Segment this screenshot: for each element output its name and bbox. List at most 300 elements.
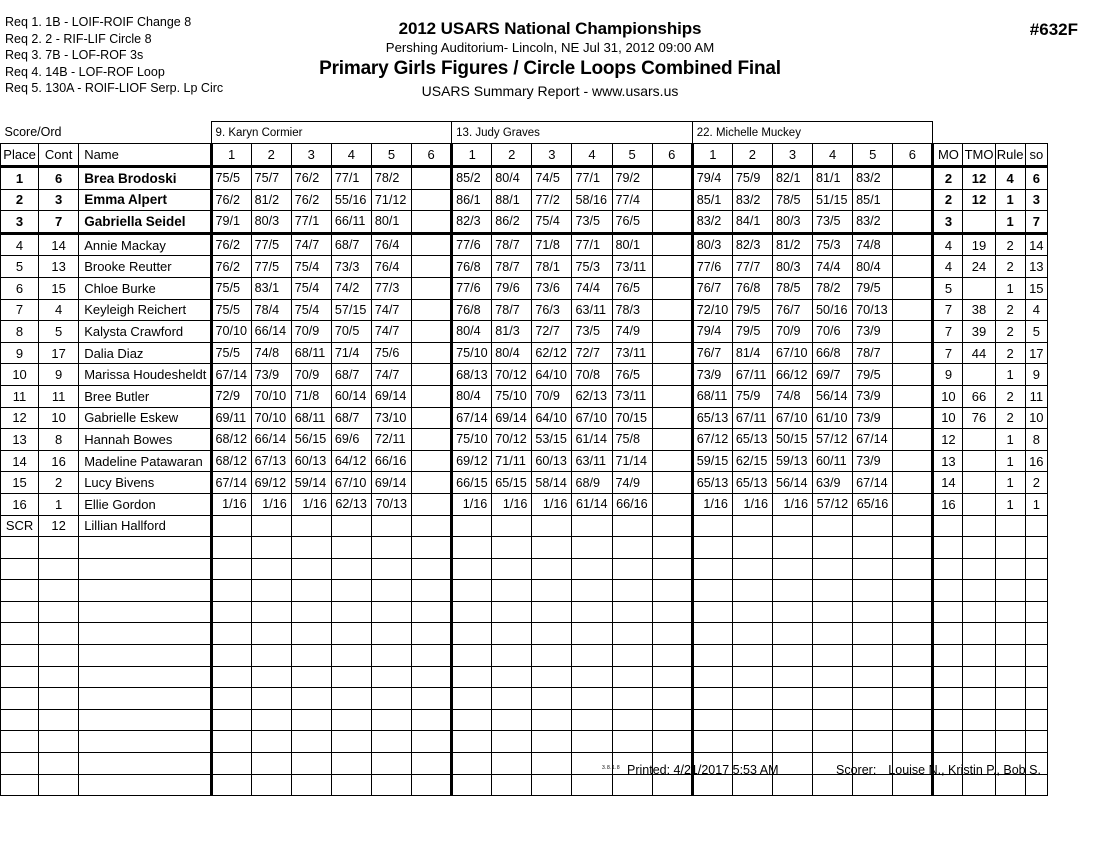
cell-score-j2-fig4: 62/13 bbox=[572, 385, 612, 407]
cell-score-j2-fig4: 58/16 bbox=[572, 189, 612, 211]
cell-score-j3-fig2: 65/13 bbox=[732, 472, 772, 494]
cell-score bbox=[612, 709, 652, 731]
cell-skater-name bbox=[79, 666, 211, 688]
cell-score bbox=[572, 558, 612, 580]
cell-score bbox=[211, 601, 251, 623]
cell-score bbox=[813, 601, 853, 623]
cell-place: 12 bbox=[1, 407, 39, 429]
cell-score-j1-fig5: 70/13 bbox=[371, 493, 411, 515]
cell-score-j1-fig6 bbox=[412, 233, 452, 256]
cell-score-j1-fig1: 75/5 bbox=[211, 277, 251, 299]
column-header-judge1-fig4: 4 bbox=[331, 144, 371, 167]
cell-tmo bbox=[963, 472, 995, 494]
cell-mo bbox=[933, 537, 963, 559]
cell-rule: 1 bbox=[995, 450, 1025, 472]
cell-score bbox=[692, 688, 732, 710]
table-row-empty[interactable] bbox=[1, 731, 1048, 753]
cell-score bbox=[412, 623, 452, 645]
cell-score bbox=[893, 580, 933, 602]
table-row-empty[interactable] bbox=[1, 623, 1048, 645]
cell-score bbox=[452, 580, 492, 602]
table-row[interactable] bbox=[1, 450, 1048, 472]
cell-score bbox=[572, 688, 612, 710]
cell-score-j3-fig2: 67/11 bbox=[732, 364, 772, 386]
cell-score-j2-fig6 bbox=[652, 321, 692, 343]
cell-mo bbox=[933, 666, 963, 688]
cell-score-j1-fig6 bbox=[412, 167, 452, 190]
cell-place: 6 bbox=[1, 277, 39, 299]
column-header-cont: Cont bbox=[39, 144, 79, 167]
table-row[interactable] bbox=[1, 277, 1048, 299]
cell-score bbox=[331, 580, 371, 602]
cell-score bbox=[732, 580, 772, 602]
cell-score-j1-fig4 bbox=[331, 515, 371, 537]
cell-place bbox=[1, 537, 39, 559]
cell-tmo bbox=[963, 364, 995, 386]
table-row[interactable] bbox=[1, 256, 1048, 278]
cell-score bbox=[452, 666, 492, 688]
cell-score-j3-fig3: 66/12 bbox=[772, 364, 812, 386]
cell-contestant-number bbox=[39, 688, 79, 710]
cell-score bbox=[772, 537, 812, 559]
cell-score bbox=[371, 709, 411, 731]
cell-so: 4 bbox=[1025, 299, 1047, 321]
cell-mo: 9 bbox=[933, 364, 963, 386]
cell-score-j3-fig6 bbox=[893, 385, 933, 407]
cell-score bbox=[532, 666, 572, 688]
table-row-empty[interactable] bbox=[1, 709, 1048, 731]
cell-so bbox=[1025, 537, 1047, 559]
cell-score-j3-fig3: 70/9 bbox=[772, 321, 812, 343]
cell-mo: 16 bbox=[933, 493, 963, 515]
cell-score bbox=[813, 688, 853, 710]
cell-score-j3-fig2: 67/11 bbox=[732, 407, 772, 429]
cell-score bbox=[813, 709, 853, 731]
cell-score-j3-fig1: 77/6 bbox=[692, 256, 732, 278]
cell-score bbox=[813, 558, 853, 580]
cell-rule: 2 bbox=[995, 342, 1025, 364]
cell-contestant-number bbox=[39, 666, 79, 688]
cell-score-j3-fig2: 62/15 bbox=[732, 450, 772, 472]
cell-score-j2-fig3: 1/16 bbox=[532, 493, 572, 515]
cell-rule: 2 bbox=[995, 385, 1025, 407]
cell-skater-name: Brooke Reutter bbox=[79, 256, 211, 278]
cell-score bbox=[572, 731, 612, 753]
cell-score bbox=[732, 601, 772, 623]
cell-score-j2-fig2: 78/7 bbox=[492, 256, 532, 278]
cell-score bbox=[211, 645, 251, 667]
cell-score bbox=[492, 623, 532, 645]
cell-score-j1-fig6 bbox=[412, 515, 452, 537]
cell-rule bbox=[995, 558, 1025, 580]
cell-score bbox=[772, 645, 812, 667]
column-header-name: Name bbox=[79, 144, 211, 167]
cell-score-j2-fig2: 81/3 bbox=[492, 321, 532, 343]
cell-score bbox=[331, 731, 371, 753]
cell-score-j1-fig6 bbox=[412, 385, 452, 407]
cell-score bbox=[612, 666, 652, 688]
table-row-empty[interactable] bbox=[1, 537, 1048, 559]
cell-score bbox=[251, 558, 291, 580]
cell-score-j2-fig4 bbox=[572, 515, 612, 537]
cell-score bbox=[772, 688, 812, 710]
cell-score bbox=[211, 580, 251, 602]
cell-score-j2-fig2: 1/16 bbox=[492, 493, 532, 515]
cell-mo: 10 bbox=[933, 407, 963, 429]
cell-score-j3-fig5: 78/7 bbox=[853, 342, 893, 364]
cell-score-j3-fig3: 67/10 bbox=[772, 407, 812, 429]
table-row[interactable] bbox=[1, 385, 1048, 407]
cell-score-j3-fig1: 72/10 bbox=[692, 299, 732, 321]
cell-score-j2-fig1: 77/6 bbox=[452, 233, 492, 256]
cell-score-j1-fig3: 77/1 bbox=[291, 211, 331, 234]
cell-score-j1-fig2: 77/5 bbox=[251, 233, 291, 256]
cell-contestant-number bbox=[39, 709, 79, 731]
cell-score-j2-fig5: 77/4 bbox=[612, 189, 652, 211]
cell-score-j2-fig3: 75/4 bbox=[532, 211, 572, 234]
cell-score bbox=[211, 709, 251, 731]
cell-score-j1-fig4: 64/12 bbox=[331, 450, 371, 472]
cell-score-j2-fig4: 73/5 bbox=[572, 211, 612, 234]
cell-score-j1-fig6 bbox=[412, 321, 452, 343]
cell-mo bbox=[933, 623, 963, 645]
requirement-item: Req 1. 1B - LOIF-ROIF Change 8 bbox=[5, 15, 192, 29]
cell-score bbox=[853, 623, 893, 645]
cell-score-j3-fig2: 81/4 bbox=[732, 342, 772, 364]
cell-score bbox=[452, 731, 492, 753]
cell-score-j2-fig5: 74/9 bbox=[612, 472, 652, 494]
cell-mo: 7 bbox=[933, 342, 963, 364]
cell-score-j1-fig5: 75/6 bbox=[371, 342, 411, 364]
cell-score-j3-fig5: 83/2 bbox=[853, 167, 893, 190]
cell-score-j1-fig2: 77/5 bbox=[251, 256, 291, 278]
cell-score-j2-fig5: 79/2 bbox=[612, 167, 652, 190]
table-row[interactable] bbox=[1, 321, 1048, 343]
cell-score-j2-fig2: 80/4 bbox=[492, 342, 532, 364]
cell-score-j1-fig4: 77/1 bbox=[331, 167, 371, 190]
cell-rule: 1 bbox=[995, 429, 1025, 451]
cell-place: 10 bbox=[1, 364, 39, 386]
cell-score bbox=[291, 558, 331, 580]
cell-so bbox=[1025, 645, 1047, 667]
cell-score bbox=[772, 623, 812, 645]
cell-score-j1-fig6 bbox=[412, 364, 452, 386]
cell-score bbox=[412, 666, 452, 688]
cell-score-j3-fig6 bbox=[893, 515, 933, 537]
cell-skater-name bbox=[79, 537, 211, 559]
cell-score bbox=[813, 580, 853, 602]
cell-contestant-number: 6 bbox=[39, 167, 79, 190]
cell-score-j1-fig1: 79/1 bbox=[211, 211, 251, 234]
cell-score-j2-fig2: 86/2 bbox=[492, 211, 532, 234]
table-row[interactable] bbox=[1, 342, 1048, 364]
cell-score bbox=[532, 688, 572, 710]
cell-score-j1-fig1: 76/2 bbox=[211, 256, 251, 278]
cell-score-j2-fig6 bbox=[652, 256, 692, 278]
cell-score-j3-fig4: 66/8 bbox=[813, 342, 853, 364]
cell-score-j1-fig3: 75/4 bbox=[291, 277, 331, 299]
cell-score-j2-fig1 bbox=[452, 515, 492, 537]
cell-score bbox=[692, 731, 732, 753]
cell-score bbox=[492, 580, 532, 602]
cell-score-j3-fig1: 68/11 bbox=[692, 385, 732, 407]
cell-score-j1-fig2: 83/1 bbox=[251, 277, 291, 299]
cell-score-j1-fig2: 73/9 bbox=[251, 364, 291, 386]
cell-tmo bbox=[963, 645, 995, 667]
table-row-empty[interactable] bbox=[1, 580, 1048, 602]
column-header-judge2-fig4: 4 bbox=[572, 144, 612, 167]
cell-score-j3-fig2: 76/8 bbox=[732, 277, 772, 299]
cell-place bbox=[1, 623, 39, 645]
cell-score bbox=[291, 666, 331, 688]
table-row[interactable] bbox=[1, 407, 1048, 429]
report-header bbox=[0, 0, 1100, 110]
cell-score bbox=[492, 601, 532, 623]
cell-score-j2-fig6 bbox=[652, 429, 692, 451]
cell-score-j2-fig3: 64/10 bbox=[532, 407, 572, 429]
cell-score bbox=[772, 666, 812, 688]
cell-score-j1-fig4: 73/3 bbox=[331, 256, 371, 278]
cell-score bbox=[331, 688, 371, 710]
cell-score bbox=[893, 666, 933, 688]
cell-score-j3-fig4: 60/11 bbox=[813, 450, 853, 472]
cell-rule: 4 bbox=[995, 167, 1025, 190]
cell-place: 3 bbox=[1, 211, 39, 234]
column-header-judge3-fig3: 3 bbox=[772, 144, 812, 167]
cell-score bbox=[692, 580, 732, 602]
table-row[interactable] bbox=[1, 515, 1048, 537]
cell-score bbox=[652, 601, 692, 623]
cell-score-j3-fig6 bbox=[893, 321, 933, 343]
cell-skater-name bbox=[79, 709, 211, 731]
cell-tmo: 39 bbox=[963, 321, 995, 343]
cell-rule: 2 bbox=[995, 256, 1025, 278]
cell-score-j2-fig5: 78/3 bbox=[612, 299, 652, 321]
cell-score-j3-fig3: 76/7 bbox=[772, 299, 812, 321]
cell-contestant-number bbox=[39, 537, 79, 559]
table-row-empty[interactable] bbox=[1, 688, 1048, 710]
cell-place bbox=[1, 731, 39, 753]
cell-rule bbox=[995, 731, 1025, 753]
cell-mo bbox=[933, 601, 963, 623]
table-row[interactable] bbox=[1, 429, 1048, 451]
cell-tmo bbox=[963, 429, 995, 451]
cell-score bbox=[291, 688, 331, 710]
table-row[interactable] bbox=[1, 167, 1048, 190]
cell-score-j1-fig1: 67/14 bbox=[211, 472, 251, 494]
cell-score bbox=[532, 709, 572, 731]
cell-score-j3-fig5: 73/9 bbox=[853, 385, 893, 407]
cell-rule: 1 bbox=[995, 189, 1025, 211]
cell-score-j3-fig4: 74/4 bbox=[813, 256, 853, 278]
cell-score bbox=[251, 666, 291, 688]
cell-score-j3-fig3: 80/3 bbox=[772, 211, 812, 234]
column-header-rule: Rule bbox=[995, 144, 1025, 167]
cell-score-j3-fig1: 76/7 bbox=[692, 342, 732, 364]
championship-title: 2012 USARS National Championships bbox=[398, 19, 702, 38]
cell-score bbox=[692, 537, 732, 559]
cell-score-j2-fig1: 86/1 bbox=[452, 189, 492, 211]
cell-score-j1-fig6 bbox=[412, 211, 452, 234]
cell-place: 16 bbox=[1, 493, 39, 515]
cell-score bbox=[412, 731, 452, 753]
cell-score-j3-fig3: 81/2 bbox=[772, 233, 812, 256]
cell-score bbox=[251, 623, 291, 645]
cell-place: 15 bbox=[1, 472, 39, 494]
cell-score-j3-fig5: 79/5 bbox=[853, 277, 893, 299]
cell-score-j3-fig5: 67/14 bbox=[853, 472, 893, 494]
column-header-judge2-fig6: 6 bbox=[652, 144, 692, 167]
cell-contestant-number bbox=[39, 558, 79, 580]
cell-score bbox=[291, 731, 331, 753]
cell-so: 1 bbox=[1025, 493, 1047, 515]
table-row[interactable] bbox=[1, 493, 1048, 515]
table-row[interactable] bbox=[1, 472, 1048, 494]
cell-place bbox=[1, 688, 39, 710]
cell-score-j2-fig2: 65/15 bbox=[492, 472, 532, 494]
cell-score-j3-fig2: 84/1 bbox=[732, 211, 772, 234]
cell-score-j1-fig2: 67/13 bbox=[251, 450, 291, 472]
cell-score bbox=[732, 731, 772, 753]
cell-score bbox=[331, 709, 371, 731]
cell-contestant-number: 5 bbox=[39, 321, 79, 343]
cell-tmo bbox=[963, 623, 995, 645]
cell-score-j1-fig5: 80/1 bbox=[371, 211, 411, 234]
cell-score-j3-fig6 bbox=[893, 407, 933, 429]
table-row[interactable] bbox=[1, 299, 1048, 321]
cell-score-j3-fig5: 73/9 bbox=[853, 450, 893, 472]
cell-score-j2-fig3: 53/15 bbox=[532, 429, 572, 451]
cell-score-j3-fig5: 73/9 bbox=[853, 321, 893, 343]
cell-score bbox=[853, 645, 893, 667]
cell-score-j1-fig4: 66/11 bbox=[331, 211, 371, 234]
cell-score-j2-fig3 bbox=[532, 515, 572, 537]
cell-score bbox=[452, 537, 492, 559]
cell-mo: 2 bbox=[933, 167, 963, 190]
cell-score-j1-fig5: 76/4 bbox=[371, 256, 411, 278]
cell-score bbox=[492, 558, 532, 580]
cell-score bbox=[732, 558, 772, 580]
title-block bbox=[150, 18, 950, 101]
cell-skater-name bbox=[79, 731, 211, 753]
cell-place: 9 bbox=[1, 342, 39, 364]
table-row[interactable] bbox=[1, 364, 1048, 386]
cell-score bbox=[452, 558, 492, 580]
cell-score-j3-fig2: 79/5 bbox=[732, 321, 772, 343]
cell-contestant-number: 15 bbox=[39, 277, 79, 299]
cell-score-j3-fig5: 74/8 bbox=[853, 233, 893, 256]
cell-place bbox=[1, 709, 39, 731]
cell-score bbox=[371, 580, 411, 602]
cell-tmo: 19 bbox=[963, 233, 995, 256]
cell-score-j2-fig1: 82/3 bbox=[452, 211, 492, 234]
cell-so: 6 bbox=[1025, 167, 1047, 190]
cell-score-j3-fig3: 82/1 bbox=[772, 167, 812, 190]
cell-score-j2-fig1: 1/16 bbox=[452, 493, 492, 515]
cell-so bbox=[1025, 709, 1047, 731]
cell-score bbox=[612, 688, 652, 710]
cell-score-j2-fig5: 74/9 bbox=[612, 321, 652, 343]
column-header-judge3-fig6: 6 bbox=[893, 144, 933, 167]
cell-score bbox=[612, 601, 652, 623]
table-row[interactable] bbox=[1, 233, 1048, 256]
cell-score bbox=[251, 645, 291, 667]
cell-score-j1-fig6 bbox=[412, 189, 452, 211]
table-row-empty[interactable] bbox=[1, 558, 1048, 580]
cell-mo: 14 bbox=[933, 472, 963, 494]
cell-score-j1-fig1: 69/11 bbox=[211, 407, 251, 429]
cell-score-j2-fig1: 67/14 bbox=[452, 407, 492, 429]
cell-contestant-number: 1 bbox=[39, 493, 79, 515]
cell-tmo bbox=[963, 450, 995, 472]
cell-score-j1-fig5: 73/10 bbox=[371, 407, 411, 429]
table-row[interactable] bbox=[1, 211, 1048, 234]
cell-score-j3-fig3: 74/8 bbox=[772, 385, 812, 407]
table-row-empty[interactable] bbox=[1, 666, 1048, 688]
cell-score-j3-fig4: 73/5 bbox=[813, 211, 853, 234]
cell-score-j3-fig4: 78/2 bbox=[813, 277, 853, 299]
cell-score-j2-fig4: 77/1 bbox=[572, 167, 612, 190]
cell-contestant-number: 11 bbox=[39, 385, 79, 407]
cell-contestant-number: 16 bbox=[39, 450, 79, 472]
cell-score-j2-fig6 bbox=[652, 493, 692, 515]
cell-skater-name bbox=[79, 688, 211, 710]
cell-score-j2-fig3: 70/9 bbox=[532, 385, 572, 407]
requirement-item: Req 5. 130A - ROIF-LIOF Serp. Lp Circ bbox=[5, 81, 224, 96]
table-row[interactable] bbox=[1, 189, 1048, 211]
table-row-empty[interactable] bbox=[1, 645, 1048, 667]
cell-score-j2-fig1: 80/4 bbox=[452, 321, 492, 343]
results-sheet bbox=[0, 121, 1048, 796]
table-row-empty[interactable] bbox=[1, 601, 1048, 623]
cell-score bbox=[371, 688, 411, 710]
cell-contestant-number: 13 bbox=[39, 256, 79, 278]
cell-score-j2-fig6 bbox=[652, 407, 692, 429]
requirement-item: Req 2. 2 - RIF-LIF Circle 8 bbox=[5, 31, 152, 46]
cell-tmo bbox=[963, 709, 995, 731]
cell-score-j3-fig6 bbox=[893, 167, 933, 190]
cell-skater-name: Keyleigh Reichert bbox=[79, 299, 211, 321]
event-title: Primary Girls Figures / Circle Loops Combined Final bbox=[319, 58, 781, 79]
cell-tmo bbox=[963, 601, 995, 623]
judge-band-row bbox=[1, 122, 1048, 144]
cell-score-j2-fig5: 76/5 bbox=[612, 364, 652, 386]
cell-so bbox=[1025, 623, 1047, 645]
cell-mo: 2 bbox=[933, 189, 963, 211]
cell-score-j3-fig3: 1/16 bbox=[772, 493, 812, 515]
cell-score-j3-fig3: 78/5 bbox=[772, 189, 812, 211]
cell-score-j2-fig1: 76/8 bbox=[452, 299, 492, 321]
cell-score bbox=[893, 688, 933, 710]
cell-score-j1-fig3: 68/11 bbox=[291, 342, 331, 364]
cell-score-j2-fig5: 66/16 bbox=[612, 493, 652, 515]
cell-score bbox=[732, 666, 772, 688]
cell-score bbox=[532, 601, 572, 623]
cell-mo: 4 bbox=[933, 233, 963, 256]
cell-score-j2-fig4: 75/3 bbox=[572, 256, 612, 278]
cell-score bbox=[291, 537, 331, 559]
cell-rule bbox=[995, 688, 1025, 710]
cell-score-j3-fig4: 57/12 bbox=[813, 429, 853, 451]
cell-score bbox=[331, 601, 371, 623]
cell-rule bbox=[995, 601, 1025, 623]
cell-mo bbox=[933, 645, 963, 667]
cell-score bbox=[492, 709, 532, 731]
cell-score-j1-fig4: 68/7 bbox=[331, 364, 371, 386]
cell-score-j3-fig1: 67/12 bbox=[692, 429, 732, 451]
cell-so: 14 bbox=[1025, 233, 1047, 256]
cell-score-j3-fig5: 67/14 bbox=[853, 429, 893, 451]
